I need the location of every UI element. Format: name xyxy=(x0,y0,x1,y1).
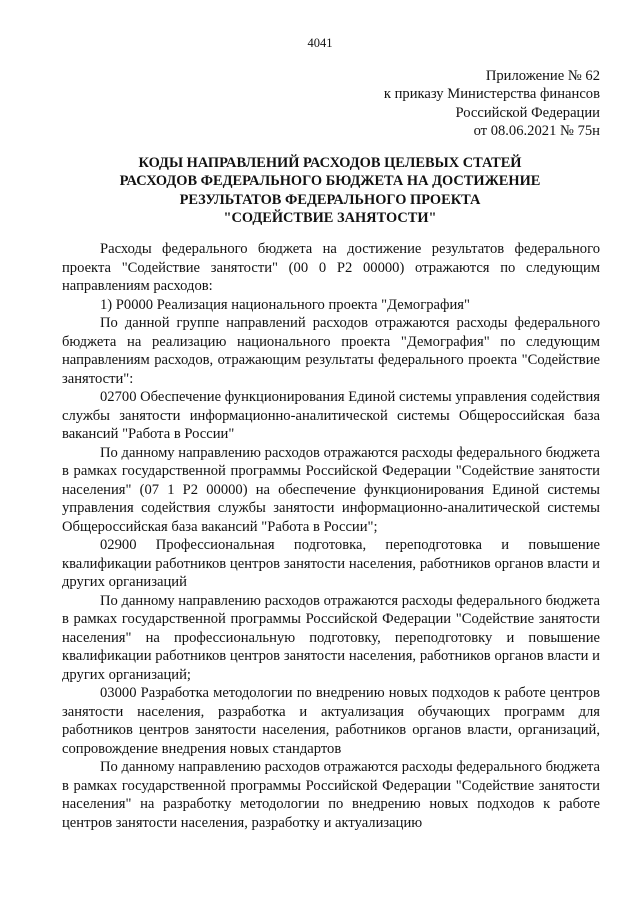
title-line-3: РЕЗУЛЬТАТОВ ФЕДЕРАЛЬНОГО ПРОЕКТА xyxy=(179,191,481,208)
title-line-4: "СОДЕЙСТВИЕ ЗАНЯТОСТИ" xyxy=(223,210,437,227)
page-number: 4041 xyxy=(307,36,333,50)
document-title xyxy=(60,154,600,228)
document-body xyxy=(62,240,600,832)
appendix-number: Приложение № 62 xyxy=(485,68,600,84)
title-line-1: КОДЫ НАПРАВЛЕНИЙ РАСХОДОВ ЦЕЛЕВЫХ СТАТЕЙ xyxy=(138,155,522,171)
code-02900-description: По данному направлению расходов отражаются расходы федерального бюджета в рамках государственной программы Российской Федерации "Содействие занятости населения" на профессиональную подготовку, переподготовку и повышение квалификации работников центров занятости населения, работников органов власти и других организаций; xyxy=(62,592,600,683)
section-heading-p0000: 1) Р0000 Реализация национального проекта "Демография" xyxy=(100,296,470,313)
appendix-authority: Российской Федерации xyxy=(455,104,600,121)
appendix-order-ref: к приказу Министерства финансов xyxy=(383,86,600,103)
code-02900-heading: 02900 Профессиональная подготовка, переподготовка и повышение квалификации работников центров занятости населения, работников органов власти и других организаций xyxy=(62,537,600,590)
code-02700-description: По данному направлению расходов отражаются расходы федерального бюджета в рамках государственной программы Российской Федерации "Содействие занятости населения" (07 1 Р2 00000) на обеспечение функционирования Единой системы управления содействия службы занятости информационно-аналитической системы Общероссийская база вакансий "Работа в России"; xyxy=(62,444,600,535)
intro-paragraph: Расходы федерального бюджета на достижение результатов федерального проекта "Содействие занятости" (00 0 Р2 00000) отражаются по следующим направлениям расходов: xyxy=(62,241,600,294)
code-03000-heading: 03000 Разработка методологии по внедрению новых подходов к работе центров занятости населения, разработка и актуализация обучающих программ для работников центров занятости населения, работников органов власти, организаций, сопровождение внедрения новых стандартов xyxy=(62,685,600,757)
appendix-date: от 08.06.2021 № 75н xyxy=(473,123,600,140)
code-02700-heading: 02700 Обеспечение функционирования Единой системы управления содействия службы занятости информационно-аналитической системы Общероссийская база вакансий "Работа в России" xyxy=(62,389,600,442)
code-03000-description: По данному направлению расходов отражаются расходы федерального бюджета в рамках государственной программы Российской Федерации "Содействие занятости населения" на разработку методологии по внедрению новых подходов к работе центров занятости населения, разработку и актуализацию xyxy=(62,759,600,831)
appendix-header xyxy=(300,67,600,141)
section-description-p0000: По данной группе направлений расходов отражаются расходы федерального бюджета на реализацию национального проекта "Демография" по следующим направлениям расходов, отражающим результаты федерального проекта "Содействие занятости": xyxy=(62,315,600,387)
title-line-2: РАСХОДОВ ФЕДЕРАЛЬНОГО БЮДЖЕТА НА ДОСТИЖЕНИЕ xyxy=(119,173,541,190)
